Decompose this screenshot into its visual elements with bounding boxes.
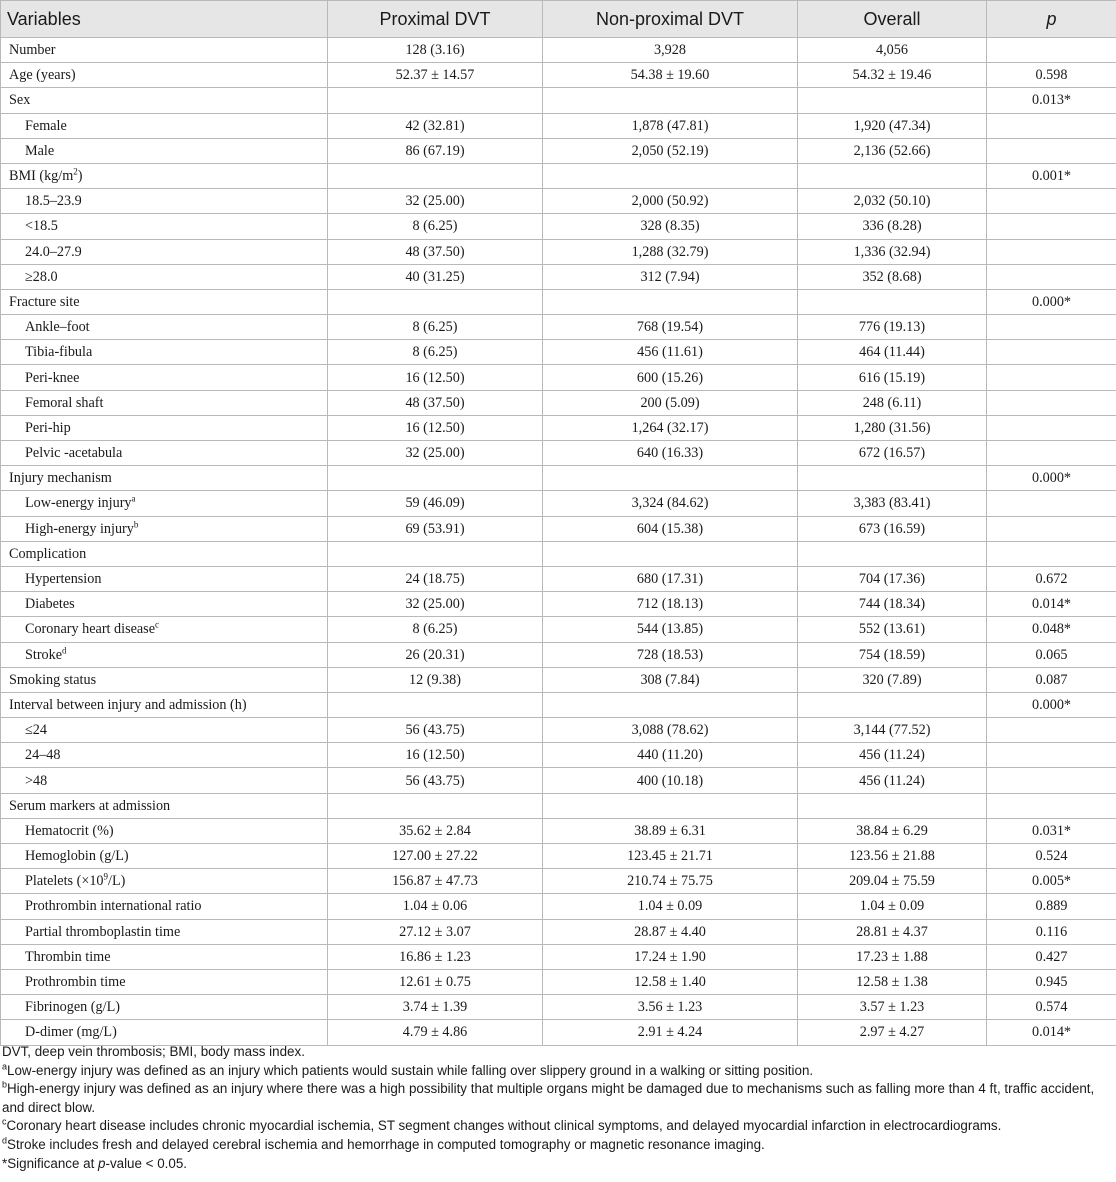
table-row (1, 214, 1116, 239)
cell-overall: 123.56 ± 21.88 (798, 844, 987, 869)
cell-non-proximal-dvt (543, 793, 798, 818)
cell-p-value (987, 340, 1116, 365)
cell-non-proximal-dvt: 456 (11.61) (543, 340, 798, 365)
cell-proximal-dvt: 48 (37.50) (328, 239, 543, 264)
cell-non-proximal-dvt: 712 (18.13) (543, 592, 798, 617)
cell-proximal-dvt: 59 (46.09) (328, 491, 543, 516)
table-row (1, 239, 1116, 264)
cell-p-value: 0.524 (987, 844, 1116, 869)
cell-p-value (987, 365, 1116, 390)
cell-proximal-dvt (328, 163, 543, 188)
cell-non-proximal-dvt: 1.04 ± 0.09 (543, 894, 798, 919)
header-overall: Overall (798, 1, 987, 38)
cell-overall: 28.81 ± 4.37 (798, 919, 987, 944)
row-label: Complication (1, 541, 328, 566)
row-label: Sex (1, 88, 328, 113)
table-row (1, 743, 1116, 768)
cell-non-proximal-dvt (543, 289, 798, 314)
table-row (1, 340, 1116, 365)
table-row (1, 264, 1116, 289)
cell-overall: 12.58 ± 1.38 (798, 969, 987, 994)
cell-proximal-dvt: 16 (12.50) (328, 743, 543, 768)
cell-p-value: 0.672 (987, 566, 1116, 591)
cell-proximal-dvt: 4.79 ± 4.86 (328, 1020, 543, 1045)
table-header-row (1, 1, 1116, 38)
cell-p-value: 0.000* (987, 289, 1116, 314)
cell-proximal-dvt: 48 (37.50) (328, 390, 543, 415)
table-row (1, 919, 1116, 944)
table-row (1, 113, 1116, 138)
row-label: Fibrinogen (g/L) (1, 995, 328, 1020)
cell-overall: 754 (18.59) (798, 642, 987, 667)
cell-non-proximal-dvt: 728 (18.53) (543, 642, 798, 667)
footnote-d: $^d$Stroke includes fresh and delayed cerebral ischemia and hemorrhage in computed tomography or magnetic resonance imaging. (2, 1135, 765, 1152)
cell-p-value: 0.001* (987, 163, 1116, 188)
row-label: 24.0–27.9 (1, 239, 328, 264)
cell-p-value (987, 415, 1116, 440)
table-row (1, 88, 1116, 113)
row-label: ≥28.0 (1, 264, 328, 289)
row-label: Hemoglobin (g/L) (1, 844, 328, 869)
table-row (1, 390, 1116, 415)
cell-overall: 3,383 (83.41) (798, 491, 987, 516)
cell-proximal-dvt: 127.00 ± 27.22 (328, 844, 543, 869)
cell-proximal-dvt: 56 (43.75) (328, 718, 543, 743)
table-row (1, 592, 1116, 617)
row-label: Fracture site (1, 289, 328, 314)
cell-p-value: 0.598 (987, 63, 1116, 88)
cell-proximal-dvt: 24 (18.75) (328, 566, 543, 591)
table-row (1, 38, 1116, 63)
row-label: <18.5 (1, 214, 328, 239)
row-label: ≤24 (1, 718, 328, 743)
cell-proximal-dvt: 1.04 ± 0.06 (328, 894, 543, 919)
cell-non-proximal-dvt: 680 (17.31) (543, 566, 798, 591)
table-row (1, 869, 1116, 894)
cell-p-value (987, 768, 1116, 793)
cell-proximal-dvt: 156.87 ± 47.73 (328, 869, 543, 894)
cell-non-proximal-dvt (543, 466, 798, 491)
row-label: Smoking status (1, 667, 328, 692)
cell-p-value: 0.031* (987, 818, 1116, 843)
cell-overall: 552 (13.61) (798, 617, 987, 642)
table-row (1, 541, 1116, 566)
row-label: Peri-hip (1, 415, 328, 440)
cell-proximal-dvt: 8 (6.25) (328, 214, 543, 239)
cell-non-proximal-dvt: 400 (10.18) (543, 768, 798, 793)
cell-overall (798, 163, 987, 188)
row-label: Age (years) (1, 63, 328, 88)
row-label: Interval between injury and admission (h) (1, 692, 328, 717)
cell-overall: 1,280 (31.56) (798, 415, 987, 440)
cell-non-proximal-dvt: 768 (19.54) (543, 315, 798, 340)
cell-proximal-dvt: 32 (25.00) (328, 592, 543, 617)
cell-proximal-dvt: 27.12 ± 3.07 (328, 919, 543, 944)
cell-p-value: 0.087 (987, 667, 1116, 692)
cell-proximal-dvt: 69 (53.91) (328, 516, 543, 541)
cell-overall: 17.23 ± 1.88 (798, 944, 987, 969)
cell-p-value: 0.574 (987, 995, 1116, 1020)
row-label: Thrombin time (1, 944, 328, 969)
cell-overall (798, 88, 987, 113)
footnote-c: $^c$Coronary heart disease includes chronic myocardial ischemia, ST segment changes without clinical symptoms, and delayed myocardial infarction in electrocardiograms. (2, 1116, 1002, 1134)
cell-p-value (987, 743, 1116, 768)
table-row (1, 491, 1116, 516)
cell-overall: 464 (11.44) (798, 340, 987, 365)
cell-non-proximal-dvt: 308 (7.84) (543, 667, 798, 692)
cell-overall (798, 793, 987, 818)
cell-proximal-dvt: 8 (6.25) (328, 340, 543, 365)
cell-non-proximal-dvt (543, 541, 798, 566)
table-row (1, 793, 1116, 818)
cell-non-proximal-dvt: 3.56 ± 1.23 (543, 995, 798, 1020)
cell-proximal-dvt: 32 (25.00) (328, 189, 543, 214)
cell-proximal-dvt: 56 (43.75) (328, 768, 543, 793)
cell-non-proximal-dvt: 640 (16.33) (543, 441, 798, 466)
header-p-value: p (987, 1, 1116, 38)
cell-proximal-dvt: 8 (6.25) (328, 315, 543, 340)
cell-overall: 672 (16.57) (798, 441, 987, 466)
cell-proximal-dvt: 32 (25.00) (328, 441, 543, 466)
cell-non-proximal-dvt: 1,264 (32.17) (543, 415, 798, 440)
table-row (1, 63, 1116, 88)
table-row (1, 718, 1116, 743)
table-row (1, 1020, 1116, 1045)
cell-p-value (987, 264, 1116, 289)
cell-overall: 1,920 (47.34) (798, 113, 987, 138)
cell-non-proximal-dvt: 28.87 ± 4.40 (543, 919, 798, 944)
row-label: Prothrombin time (1, 969, 328, 994)
footnote-a: $^a$Low-energy injury was defined as an injury which patients would sustain while falling over slippery ground in a walking or sitting position. (2, 1061, 814, 1078)
cell-proximal-dvt: 16 (12.50) (328, 365, 543, 390)
cell-overall: 38.84 ± 6.29 (798, 818, 987, 843)
cell-overall: 673 (16.59) (798, 516, 987, 541)
cell-overall (798, 289, 987, 314)
cell-p-value: 0.427 (987, 944, 1116, 969)
row-label: Diabetes (1, 592, 328, 617)
cell-p-value: 0.116 (987, 919, 1116, 944)
cell-p-value (987, 516, 1116, 541)
cell-overall: 2,136 (52.66) (798, 138, 987, 163)
cell-overall (798, 692, 987, 717)
table-row (1, 466, 1116, 491)
cell-p-value (987, 138, 1116, 163)
cell-overall: 209.04 ± 75.59 (798, 869, 987, 894)
row-label: Serum markers at admission (1, 793, 328, 818)
cell-p-value: 0.014* (987, 592, 1116, 617)
cell-overall (798, 466, 987, 491)
cell-non-proximal-dvt: 544 (13.85) (543, 617, 798, 642)
row-label: BMI $(kg/m^2)$ (1, 163, 328, 188)
table-row (1, 844, 1116, 869)
row-label: Pelvic -acetabula (1, 441, 328, 466)
table-row (1, 315, 1116, 340)
cell-overall: 3,144 (77.52) (798, 718, 987, 743)
cell-p-value (987, 214, 1116, 239)
cell-proximal-dvt: 16.86 ± 1.23 (328, 944, 543, 969)
table-row (1, 289, 1116, 314)
header-variables: Variables (1, 1, 328, 38)
cell-p-value (987, 113, 1116, 138)
cell-non-proximal-dvt: 12.58 ± 1.40 (543, 969, 798, 994)
cell-non-proximal-dvt: 440 (11.20) (543, 743, 798, 768)
cell-non-proximal-dvt: 2.91 ± 4.24 (543, 1020, 798, 1045)
row-label: Peri-knee (1, 365, 328, 390)
row-label: Number (1, 38, 328, 63)
cell-proximal-dvt (328, 793, 543, 818)
cell-non-proximal-dvt: 312 (7.94) (543, 264, 798, 289)
cell-p-value: 0.005* (987, 869, 1116, 894)
cell-proximal-dvt: 8 (6.25) (328, 617, 543, 642)
cell-non-proximal-dvt: 1,288 (32.79) (543, 239, 798, 264)
cell-non-proximal-dvt (543, 163, 798, 188)
cell-p-value: 0.889 (987, 894, 1116, 919)
cell-p-value (987, 390, 1116, 415)
row-label: Hematocrit (%) (1, 818, 328, 843)
cell-proximal-dvt: 3.74 ± 1.39 (328, 995, 543, 1020)
row-label: Low-energy injury$^a$ (1, 491, 328, 516)
cell-p-value (987, 718, 1116, 743)
cell-non-proximal-dvt: 17.24 ± 1.90 (543, 944, 798, 969)
cell-non-proximal-dvt: 54.38 ± 19.60 (543, 63, 798, 88)
cell-non-proximal-dvt: 2,000 (50.92) (543, 189, 798, 214)
cell-p-value (987, 38, 1116, 63)
cell-p-value (987, 441, 1116, 466)
row-label: High-energy injury$^b$ (1, 516, 328, 541)
cell-overall: 320 (7.89) (798, 667, 987, 692)
cell-p-value: 0.048* (987, 617, 1116, 642)
row-label: Partial thromboplastin time (1, 919, 328, 944)
row-label: Male (1, 138, 328, 163)
cell-proximal-dvt (328, 289, 543, 314)
footnote-abbreviations: DVT, deep vein thrombosis; BMI, body mass index. (2, 1044, 305, 1059)
cell-proximal-dvt: 12 (9.38) (328, 667, 543, 692)
cell-overall: 336 (8.28) (798, 214, 987, 239)
cell-p-value: 0.000* (987, 692, 1116, 717)
row-label: 18.5–23.9 (1, 189, 328, 214)
cell-non-proximal-dvt: 1,878 (47.81) (543, 113, 798, 138)
header-non-proximal-dvt: Non-proximal DVT (543, 1, 798, 38)
table-row (1, 516, 1116, 541)
cell-overall: 2,032 (50.10) (798, 189, 987, 214)
cell-p-value: 0.000* (987, 466, 1116, 491)
table-row (1, 944, 1116, 969)
cell-overall: 352 (8.68) (798, 264, 987, 289)
cell-overall: 456 (11.24) (798, 768, 987, 793)
cell-overall (798, 541, 987, 566)
table-footnotes (0, 1043, 1116, 1173)
cell-non-proximal-dvt: 3,928 (543, 38, 798, 63)
cell-p-value: 0.945 (987, 969, 1116, 994)
cell-proximal-dvt (328, 541, 543, 566)
row-label: >48 (1, 768, 328, 793)
footnote-b: $^b$High-energy injury was defined as an injury where there was a high possibility that multiple organs might be damaged due to mechanisms such as falling more than 4 ft, traffic accident, and direct blow. (2, 1079, 1095, 1115)
cell-non-proximal-dvt: 600 (15.26) (543, 365, 798, 390)
cell-p-value (987, 315, 1116, 340)
cell-overall: 744 (18.34) (798, 592, 987, 617)
cell-overall: 456 (11.24) (798, 743, 987, 768)
table-row (1, 894, 1116, 919)
cell-proximal-dvt (328, 466, 543, 491)
cell-overall: 3.57 ± 1.23 (798, 995, 987, 1020)
cell-overall: 1.04 ± 0.09 (798, 894, 987, 919)
table-row (1, 566, 1116, 591)
header-proximal-dvt: Proximal DVT (328, 1, 543, 38)
table-row (1, 138, 1116, 163)
row-label: Coronary heart disease$^c$ (1, 617, 328, 642)
cell-non-proximal-dvt: 200 (5.09) (543, 390, 798, 415)
cell-overall: 776 (19.13) (798, 315, 987, 340)
row-label: Prothrombin international ratio (1, 894, 328, 919)
table-row (1, 995, 1116, 1020)
table-row (1, 969, 1116, 994)
table-row (1, 189, 1116, 214)
cell-proximal-dvt: 52.37 ± 14.57 (328, 63, 543, 88)
row-label: Tibia-fibula (1, 340, 328, 365)
cell-p-value (987, 239, 1116, 264)
table-body (1, 38, 1116, 1046)
cell-proximal-dvt: 26 (20.31) (328, 642, 543, 667)
cell-overall: 2.97 ± 4.27 (798, 1020, 987, 1045)
row-label: D-dimer (mg/L) (1, 1020, 328, 1045)
cell-non-proximal-dvt: 604 (15.38) (543, 516, 798, 541)
table-row (1, 642, 1116, 667)
cell-non-proximal-dvt (543, 88, 798, 113)
cell-p-value (987, 491, 1116, 516)
cell-non-proximal-dvt: 3,088 (78.62) (543, 718, 798, 743)
cell-proximal-dvt: 40 (31.25) (328, 264, 543, 289)
cell-proximal-dvt: 86 (67.19) (328, 138, 543, 163)
cell-overall: 248 (6.11) (798, 390, 987, 415)
table-row (1, 768, 1116, 793)
table-row (1, 365, 1116, 390)
table-row (1, 818, 1116, 843)
cell-proximal-dvt: 16 (12.50) (328, 415, 543, 440)
table-row (1, 415, 1116, 440)
row-label: Stroke$^d$ (1, 642, 328, 667)
cell-overall: 704 (17.36) (798, 566, 987, 591)
cell-proximal-dvt: 42 (32.81) (328, 113, 543, 138)
table-row (1, 692, 1116, 717)
row-label: Ankle–foot (1, 315, 328, 340)
cell-non-proximal-dvt: 210.74 ± 75.75 (543, 869, 798, 894)
cell-p-value (987, 541, 1116, 566)
table-row (1, 441, 1116, 466)
cell-overall: 616 (15.19) (798, 365, 987, 390)
cell-non-proximal-dvt: 38.89 ± 6.31 (543, 818, 798, 843)
cell-non-proximal-dvt: 123.45 ± 21.71 (543, 844, 798, 869)
footnote-significance: *Significance at p-value < 0.05. (2, 1155, 187, 1171)
cell-proximal-dvt: 35.62 ± 2.84 (328, 818, 543, 843)
table-row (1, 163, 1116, 188)
row-label: Hypertension (1, 566, 328, 591)
cell-non-proximal-dvt: 3,324 (84.62) (543, 491, 798, 516)
row-label: 24–48 (1, 743, 328, 768)
row-label: Platelets $(\times 10^9/L)$ (1, 869, 328, 894)
cell-proximal-dvt: 128 (3.16) (328, 38, 543, 63)
row-label: Femoral shaft (1, 390, 328, 415)
cell-non-proximal-dvt (543, 692, 798, 717)
cell-proximal-dvt: 12.61 ± 0.75 (328, 969, 543, 994)
cell-non-proximal-dvt: 2,050 (52.19) (543, 138, 798, 163)
cell-proximal-dvt (328, 692, 543, 717)
cell-proximal-dvt (328, 88, 543, 113)
table-row (1, 617, 1116, 642)
cell-p-value: 0.065 (987, 642, 1116, 667)
cell-p-value: 0.013* (987, 88, 1116, 113)
cell-overall: 1,336 (32.94) (798, 239, 987, 264)
cell-non-proximal-dvt: 328 (8.35) (543, 214, 798, 239)
cell-p-value (987, 189, 1116, 214)
row-label: Female (1, 113, 328, 138)
row-label: Injury mechanism (1, 466, 328, 491)
cell-overall: 54.32 ± 19.46 (798, 63, 987, 88)
cell-p-value (987, 793, 1116, 818)
cell-p-value: 0.014* (987, 1020, 1116, 1045)
cell-overall: 4,056 (798, 38, 987, 63)
table-row (1, 667, 1116, 692)
